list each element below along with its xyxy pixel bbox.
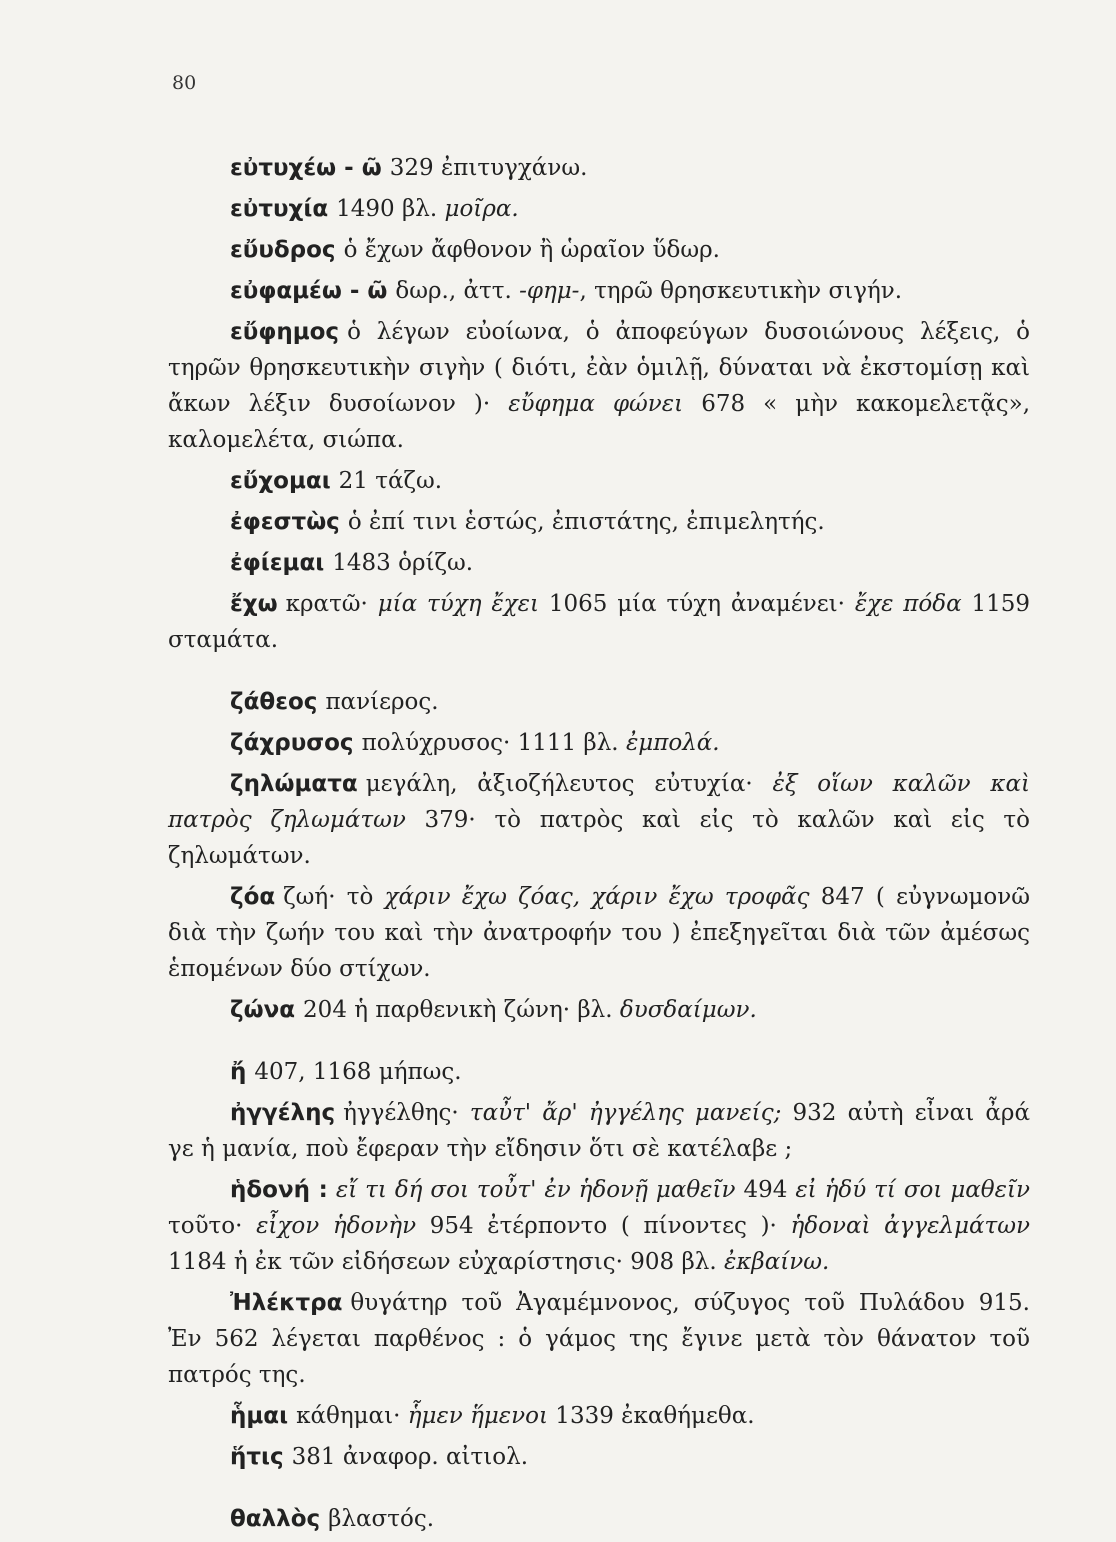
glossary-entry (168, 879, 1030, 987)
quoted-phrase: ἔχε πόδα (854, 591, 962, 617)
quoted-phrase: δυσδαίμων. (619, 997, 757, 1023)
definition-text: 329 ἐπιτυγχάνω. (389, 155, 588, 181)
definition-text: 204 ἡ παρθενικὴ ζώνη· βλ. (303, 997, 620, 1023)
headword: ἐφεστὼς (230, 509, 340, 535)
definition-text: 407, 1168 μήπως. (254, 1059, 462, 1085)
glossary-entry (168, 1439, 1030, 1475)
glossary-entry (168, 1054, 1030, 1090)
definition-text: 1339 ἐκαθήμεθα. (548, 1403, 755, 1429)
definition-text: βλαστός. (328, 1506, 435, 1532)
quoted-phrase: χάριν ἔχω ζόας, χάριν ἔχω τροφᾶς (384, 884, 810, 910)
headword: ἠγγέλης (230, 1100, 336, 1126)
headword: ζώνα (230, 997, 296, 1023)
definition-text: ἠγγέλθης· (343, 1100, 470, 1126)
glossary-entry (168, 232, 1030, 268)
glossary-entry (168, 273, 1030, 309)
definition-text: 1065 μία τύχη ἀναμένει· (538, 591, 855, 617)
definition-text: 847 ( εὐγνωμονῶ διὰ τὴν ζωήν του καὶ τὴν ἀνατροφήν του ) ἐπεξηγεῖται διὰ τῶν ἀμέσως ἑπομένων δύο στίχων. (168, 884, 1030, 982)
definition-text: τοῦτο· (168, 1213, 257, 1239)
headword: εὐτυχία (230, 196, 329, 222)
definition-text: πολύχρυσος· 1111 βλ. (361, 730, 626, 756)
headword: ἤ (230, 1059, 247, 1085)
glossary-entry (168, 684, 1030, 720)
headword: Ἠλέκτρα (230, 1290, 343, 1316)
quoted-phrase: μία τύχη ἔχει (377, 591, 539, 617)
glossary-entry (168, 992, 1030, 1028)
quoted-phrase: ἐκβαίνω. (724, 1249, 830, 1275)
headword: εὔφημος (230, 319, 340, 345)
quoted-phrase: μοῖρα. (444, 196, 519, 222)
definition-text: κρατῶ· (285, 591, 378, 617)
glossary-entry (168, 1501, 1030, 1537)
definition-text: θυγάτηρ τοῦ Ἀγαμέμνονος, σύζυγος τοῦ Πυλάδου 915. Ἐν 562 λέγεται παρθένος : ὁ γάμος της ἔγινε μετὰ τὸν θάνατον τοῦ πατρός της. (168, 1290, 1030, 1388)
definition-text: 954 ἐτέρποντο ( πίνοντες )· (416, 1213, 791, 1239)
definition-text: , τηρῶ θρησκευτικὴν σιγήν. (579, 278, 903, 304)
quoted-phrase: -φημ- (519, 278, 580, 304)
definition-text: 932 αὐτὴ εἶναι ἆρά γε ἡ μανία, ποὺ ἔφεραν τὴν εἴδησιν ὅτι σὲ κατέλαβε ; (168, 1100, 1030, 1162)
headword: ζόα (230, 884, 276, 910)
quoted-phrase: ἧμεν ἥμενοι (407, 1403, 548, 1429)
glossary-entries (168, 150, 1030, 1542)
glossary-entry (168, 314, 1030, 458)
quoted-phrase: εἶχον ἡδονὴν (256, 1213, 417, 1239)
glossary-entry (168, 191, 1030, 227)
glossary-entry (168, 766, 1030, 874)
definition-text: 1159 σταμάτα. (168, 591, 1031, 653)
definition-text: ὁ ἐπί τινι ἑστώς, ἐπιστάτης, ἐπιμελητής. (347, 509, 825, 535)
headword: ἥτις (230, 1444, 284, 1470)
quoted-phrase: εἴ τι δή σοι τοὖτ' ἐν ἡδονῇ μαθεῖν (335, 1177, 736, 1203)
headword: θαλλὸς (230, 1506, 321, 1532)
definition-text: κάθημαι· (296, 1403, 408, 1429)
headword: ἐφίεμαι (230, 550, 325, 576)
headword: ἡδονή : (230, 1177, 328, 1203)
glossary-entry (168, 1172, 1030, 1280)
definition-text: 379· τὸ πατρὸς καὶ εἰς τὸ καλῶν καὶ εἰς τὸ ζηλωμάτων. (168, 807, 1031, 869)
headword: ζάχρυσος (230, 730, 354, 756)
glossary-entry (168, 504, 1030, 540)
quoted-phrase: ταὖτ' ἄρ' ἠγγέλης μανείς; (469, 1100, 782, 1126)
definition-text: 1184 ἡ ἐκ τῶν εἰδήσεων εὐχαρίστησις· 908 βλ. (168, 1249, 724, 1275)
definition-text: 494 (735, 1177, 796, 1203)
definition-text: ὁ ἔχων ἄφθονον ἢ ὡραῖον ὕδωρ. (343, 237, 720, 263)
definition-text: δωρ., ἀττ. (395, 278, 520, 304)
glossary-entry (168, 1095, 1030, 1167)
quoted-phrase: ἐξ οἵων καλῶν καὶ πατρὸς ζηλωμάτων (168, 771, 1030, 833)
page-number: 80 (172, 72, 197, 94)
glossary-entry (168, 1398, 1030, 1434)
quoted-phrase: εὔφημα φώνει (508, 391, 684, 417)
glossary-entry (168, 586, 1030, 658)
definition-text: πανίερος. (325, 689, 439, 715)
headword: εὐφαμέω - ῶ (230, 278, 388, 304)
definition-text: μεγάλη, ἀξιοζήλευτος εὐτυχία· (365, 771, 773, 797)
definition-text: 381 ἀναφορ. αἰτιολ. (291, 1444, 529, 1470)
glossary-entry (168, 463, 1030, 499)
definition-text: 1483 ὁρίζω. (332, 550, 474, 576)
headword: ζηλώματα (230, 771, 358, 797)
glossary-entry (168, 725, 1030, 761)
glossary-entry (168, 1285, 1030, 1393)
quoted-phrase: εἰ ἡδύ τί σοι μαθεῖν (795, 1177, 1030, 1203)
definition-text: 21 τάζω. (338, 468, 443, 494)
definition-text: ζωή· τὸ (283, 884, 385, 910)
definition-text: 678 « μὴν κακομελετᾷς», καλομελέτα, σιώπα. (168, 391, 1031, 453)
headword: εὐτυχέω - ῶ (230, 155, 382, 181)
glossary-entry (168, 150, 1030, 186)
quoted-phrase: ἐμπολά. (625, 730, 720, 756)
definition-text: 1490 βλ. (336, 196, 445, 222)
headword: ἧμαι (230, 1403, 289, 1429)
headword: ἔχω (230, 591, 278, 617)
headword: ζάθεος (230, 689, 318, 715)
headword: εὔυδρος (230, 237, 336, 263)
headword: εὔχομαι (230, 468, 331, 494)
definition-text: ὁ λέγων εὐοίωνα, ὁ ἀποφεύγων δυσοιώνους λέξεις, ὁ τηρῶν θρησκευτικὴν σιγὴν ( διότι, ἐὰν ὁμιλῇ, δύναται νὰ ἐκστομίσῃ καὶ ἄκων λέξιν δυσοίωνον )· (168, 319, 1030, 417)
quoted-phrase: ἡδοναὶ ἀγγελμάτων (790, 1213, 1031, 1239)
glossary-entry (168, 545, 1030, 581)
